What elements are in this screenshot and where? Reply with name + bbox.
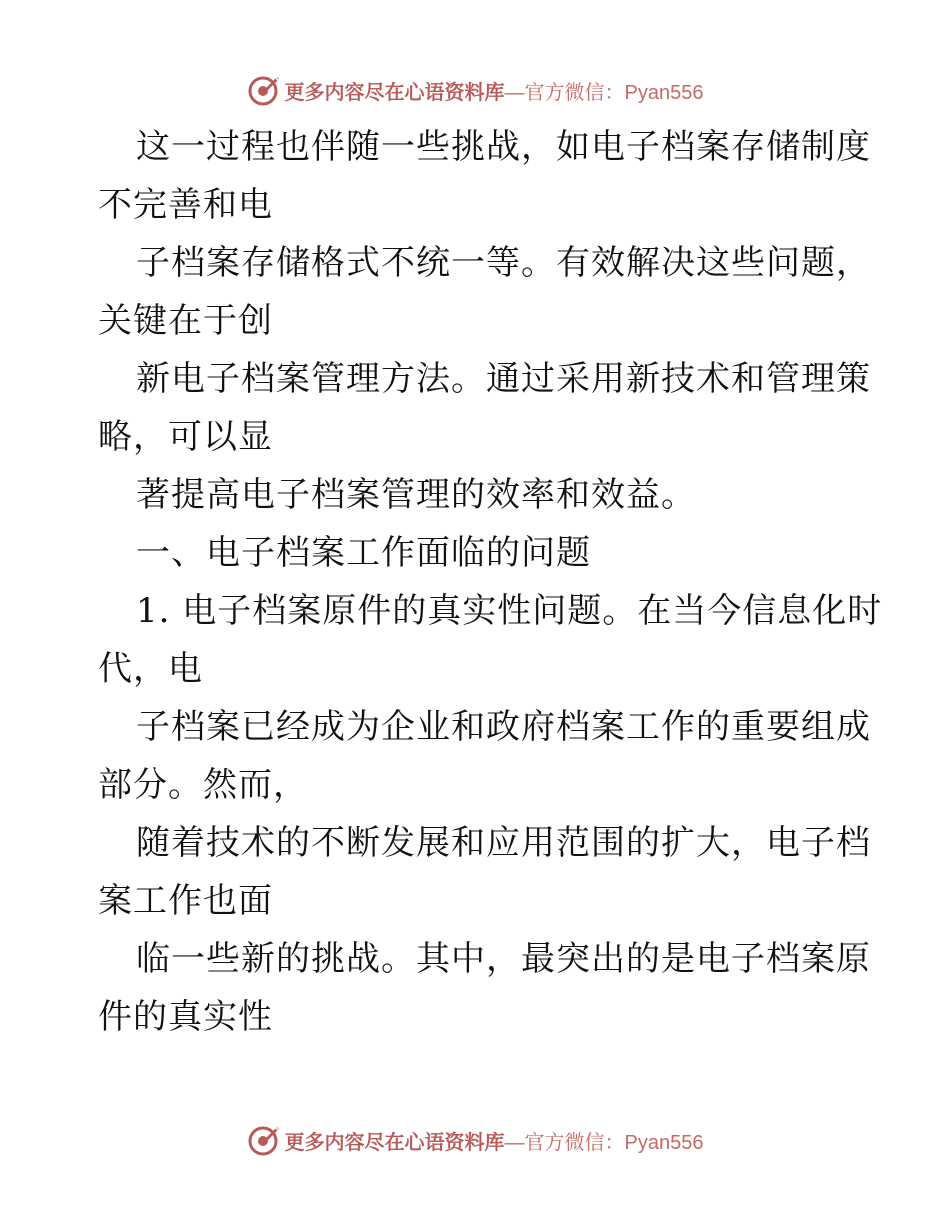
banner-text: 更多内容尽在心语资料库 — [284, 79, 505, 104]
text-line: 这一过程也伴随一些挑战，如电子档案存储制度 — [136, 127, 871, 167]
banner-text: 更多内容尽在心语资料库 — [284, 1129, 505, 1154]
pen-logo-icon — [247, 1123, 281, 1157]
text-line: 部分。然而， — [98, 765, 308, 805]
header-banner — [0, 70, 950, 110]
text-line: 著提高电子档案管理的效率和效益。 — [136, 475, 696, 515]
section-heading: 一、电子档案工作面临的问题 — [136, 533, 591, 573]
text-line: 1. 电子档案原件的真实性问题。在当今信息化时 — [136, 591, 883, 631]
banner-wechat: —官方微信：Pyan556 — [504, 81, 704, 104]
pen-logo-icon — [247, 73, 281, 107]
text-line: 随着技术的不断发展和应用范围的扩大，电子档 — [136, 823, 871, 863]
text-line: 新电子档案管理方法。通过采用新技术和管理策 — [136, 359, 871, 399]
text-line: 不完善和电 — [98, 185, 273, 225]
banner-wechat: —官方微信：Pyan556 — [504, 1131, 704, 1154]
text-line: 临一些新的挑战。其中，最突出的是电子档案原 — [136, 939, 871, 979]
text-line: 关键在于创 — [98, 301, 273, 341]
text-line: 案工作也面 — [98, 881, 273, 921]
text-line: 件的真实性 — [98, 997, 273, 1037]
text-line: 略，可以显 — [98, 417, 273, 457]
footer-banner — [0, 1120, 950, 1160]
text-line: 代，电 — [98, 649, 203, 689]
text-line: 子档案存储格式不统一等。有效解决这些问题， — [136, 243, 871, 283]
document-body — [98, 118, 883, 1046]
text-line: 子档案已经成为企业和政府档案工作的重要组成 — [136, 707, 871, 747]
